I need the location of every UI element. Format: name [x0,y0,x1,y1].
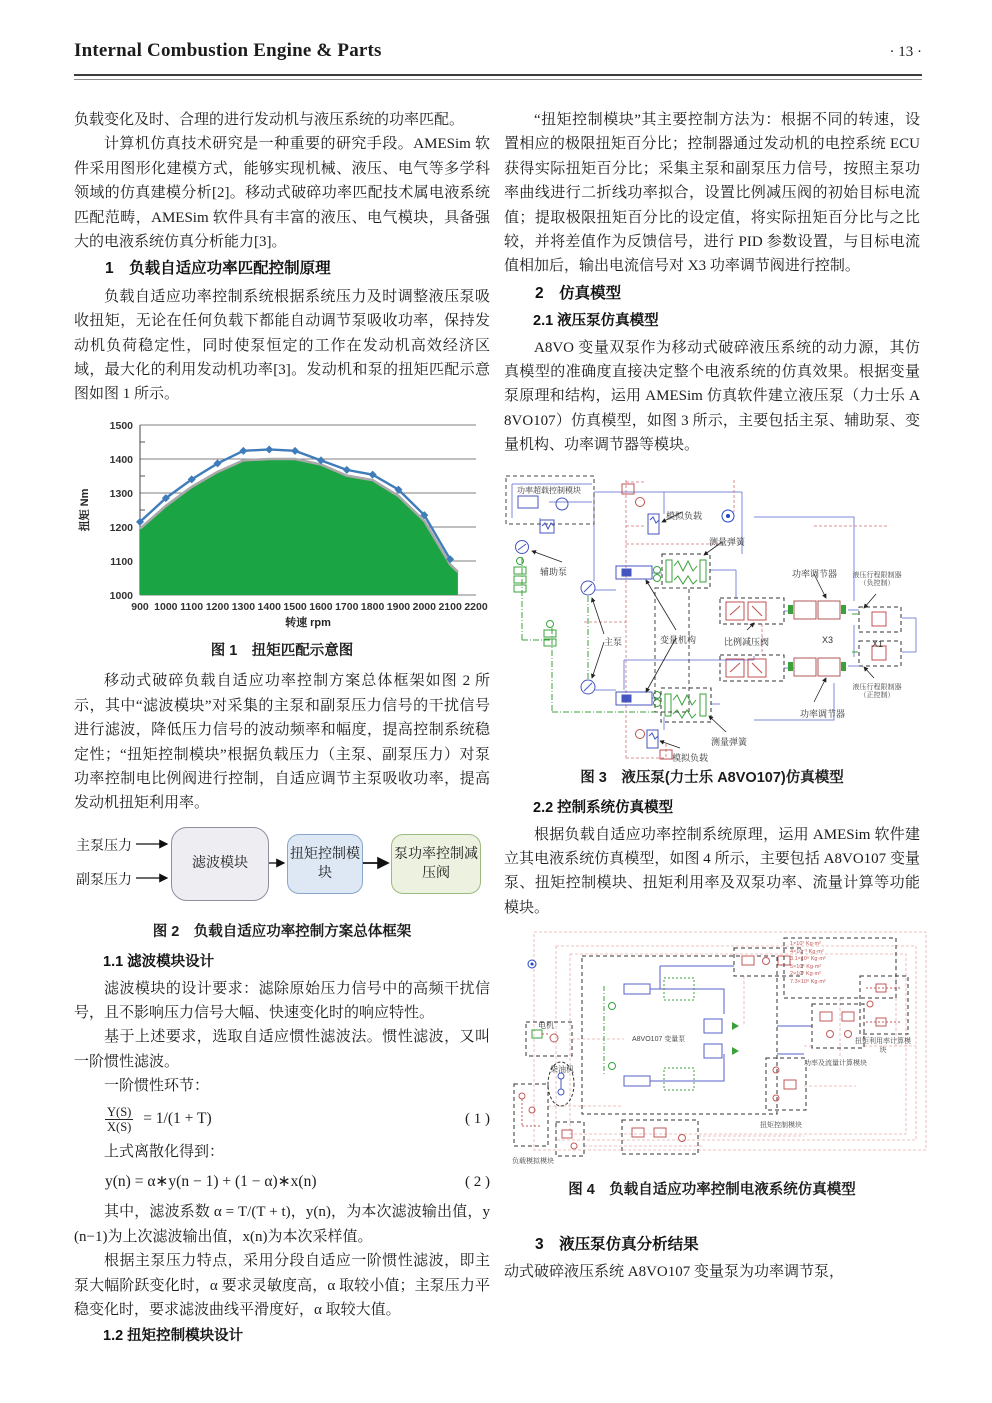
fig4-label-torque-module: 扭矩控制模块 [760,1122,802,1130]
fig4-label-torque-utilization-calc: 扭矩利用率计算模块 [855,1038,911,1054]
figure2-flow-diagram [74,824,490,916]
paragraph: 其中，滤波系数 α = T/(T + t)，y(n)，为本次滤波输出值，y(n−1)为上次滤波输出值，x(n)为本次采样值。 [74,1204,490,1245]
svg-text:扭矩 Nm: 扭矩 Nm [79,488,91,532]
svg-text:1000: 1000 [109,589,133,602]
paragraph: 负载变化及时、合理的进行发动机与液压系统的功率匹配。 [74,112,465,128]
subsection-heading-2-1: 2.1 液压泵仿真模型 [533,313,659,330]
journal-title: Internal Combustion Engine & Parts [74,40,382,61]
svg-text:1600: 1600 [309,600,333,613]
fig3-label-power-overload-module: 功率超载控制模块 [517,485,581,495]
paragraph: 根据负载自适应功率控制系统原理，运用 AMESim 软件建立其电液系统仿真模型，如图 4 所示，主要包括 A8VO107 变量泵、扭矩控制模块、扭矩利用率及双泵功率、流量计算等功能模块。 [504,826,920,916]
svg-text:1900: 1900 [386,600,411,613]
subsection-heading-2-2: 2.2 控制系统仿真模型 [533,800,674,817]
fig4-label-motor: 电机 [538,1021,554,1031]
equation-1 [74,1105,490,1134]
fig2-filter-module-box: 滤波模块 [171,827,269,901]
page-number: · 13 · [889,44,922,60]
torque-chart-svg [74,413,490,635]
fig3-label-measuring-spring-top: 测量弹簧 [709,536,746,547]
fig3-label-stroke-limiter-negative: 液压行程限制器（负控制） [852,571,902,588]
svg-text:2200: 2200 [464,600,488,613]
equation-2 [74,1170,490,1194]
fig2-input-aux-pump-pressure: 副泵压力 [76,872,132,888]
fig4-param-line: 3.1×10⁶ Kg·m² [790,956,826,963]
fig4-param-line: 4×10⁻³ Kg·m² [790,948,824,955]
svg-text:2100: 2100 [438,600,462,613]
svg-text:1300: 1300 [231,600,256,613]
figure1-torque-chart [74,413,490,635]
fig4-label-power-flow-calc: 功率及流量计算模块 [804,1060,867,1068]
svg-text:1800: 1800 [360,600,385,613]
fig4-param-line: 1×10⁷ Kg·m² [790,941,821,948]
fig3-schematic-art [504,462,934,762]
svg-text:1200: 1200 [205,600,230,613]
subsection-heading-1-1: 1.1 滤波模块设计 [103,954,215,971]
fig3-label-variable-mechanism: 变量机构 [660,634,697,645]
figure2-caption: 图 2 负载自适应功率控制方案总体框架 [152,923,412,940]
paragraph: 滤波模块的设计要求：滤除原始压力信号中的高频干扰信号，且不影响压力信号大幅、快速变化时的响应特性。 [74,980,490,1021]
section-heading-1: 1 负载自适应功率匹配控制原理 [105,260,331,278]
equation1-rhs: = 1/(1 + T) [143,1109,212,1127]
paragraph: 基于上述要求，选取自适应惯性滤波法。惯性滤波，又叫一阶惯性滤波。 [74,1029,490,1070]
paragraph: 计算机仿真技术研究是一种重要的研究手段。AMESim 软件采用图形化建模方式，能够实现机械、液压、电气等多学科领域的仿真建模分析[2]。移动式破碎功率匹配技术属电液系统匹配范畴，AMESim 软件具有丰富的液压、电气模块，具备强大的电液系统仿真分析能力[3]。 [74,136,490,251]
fig2-pump-power-valve-box: 泵功率控制减压阀 [391,834,481,894]
fig4-param-line: 2×10⁷ Kg·m² [790,971,821,978]
page-header [74,40,922,62]
svg-text:1000: 1000 [154,600,178,613]
figure3-caption: 图 3 液压泵(力士乐 A8VO107)仿真模型 [580,769,844,786]
fig2-torque-control-box: 扭矩控制模块 [287,834,363,894]
fig3-label-main-pump: 主泵 [604,636,623,647]
header-rule [74,74,922,80]
right-column [504,108,920,1284]
figure1-caption: 图 1 扭矩匹配示意图 [210,642,354,659]
fig3-label-x1: X1 [872,638,884,649]
svg-text:2000: 2000 [412,600,436,613]
equation1-fraction [105,1105,133,1134]
paragraph: “扭矩控制模块”其主要控制方法为：根据不同的转速，设置相应的极限扭矩百分比；控制器通过发动机的电控系统 ECU 获得实际扭矩百分比；采集主泵和副泵压力信号，按照主泵功率曲线进行二折线功率拟合，设置比例减压阀的初始目标电流值；提取极限扭矩百分比的设定值，将实际扭矩百分比与之比较，并将差值作为反馈信号，进行 PID 参数设置，与目标电流值相加后，输出电流信号对 X3 功率调节阀进行控制。 [504,112,920,275]
section-heading-3: 3 液压泵仿真分析结果 [535,1235,699,1253]
paragraph: A8VO 变量双泵作为移动式破碎液压系统的动力源，其仿真模型的准确度直接决定整个电液系统的仿真效果。根据变量泵原理和结构，运用 AMESim 仿真软件建立液压泵（力士乐 A8VO107）仿真模型，如图 3 所示，主要包括主泵、辅助泵、变量机构、功率调节器等模块。 [504,339,920,454]
svg-text:1200: 1200 [109,521,133,534]
paragraph: 上式离散化得到： [104,1143,225,1160]
section-heading-2: 2 仿真模型 [535,284,622,302]
svg-text:1100: 1100 [180,600,204,613]
svg-text:1700: 1700 [335,600,359,613]
equation1-denominator: X(S) [107,1119,132,1134]
svg-text:1400: 1400 [109,453,133,466]
fig3-label-aux-pump: 辅助泵 [540,566,568,577]
fig3-label-sim-load-bottom: 模拟负载 [672,752,709,763]
svg-text:转速 rpm: 转速 rpm [285,616,331,629]
figure3-pump-model-schematic [504,462,934,762]
paragraph: 根据主泵压力特点，采用分段自适应一阶惯性滤波，即主泵大幅阶跃变化时，α 要求灵敏度高，α 取较小值；主泵压力平稳变化时，要求滤波曲线平滑度好，α 取较大值。 [74,1253,490,1318]
fig3-label-measuring-spring-bottom: 测量弹簧 [711,736,748,747]
svg-text:1400: 1400 [257,600,281,613]
fig2-input-main-pump-pressure: 主泵压力 [76,838,132,854]
figure4-caption: 图 4 负载自适应功率控制电液系统仿真模型 [568,1182,856,1199]
svg-text:1300: 1300 [109,487,133,500]
figure4-system-model-schematic [504,926,934,1164]
svg-text:900: 900 [131,600,149,613]
paragraph: 一阶惯性环节： [104,1078,210,1095]
fig4-label-pump-model: A8VO107 变量泵 [632,1036,686,1044]
svg-text:1100: 1100 [110,555,133,568]
paragraph: 负载自适应功率控制系统根据系统压力及时调整液压泵吸收扭矩，无论在任何负载下都能自动调节泵吸收功率，保持发动机负荷稳定性，同时使泵恒定的工作在发动机高效经济区域，最大化的利用发动机功率[3]。发动机和泵的扭矩匹配示意图如图 1 所示。 [74,288,490,403]
svg-text:1500: 1500 [283,600,307,613]
equation1-number: ( 1 ) [465,1110,490,1127]
paragraph: 移动式破碎负载自适应功率控制方案总体框架如图 2 所示，其中“滤波模块”对采集的主泵和副泵压力信号的干扰信号进行滤波，降低压力信号的波动频率和幅度，提高控制系统稳定性；“扭矩控制模块”根据负载压力（主泵、副泵压力）对泵功率控制电比例阀进行控制，自适应调节主泵吸收功率，提高发动机扭矩利用率。 [74,673,490,812]
svg-text:1500: 1500 [109,419,133,432]
equation1-numerator: Y(S) [107,1104,132,1119]
fig4-label-load-sim-module: 负载模拟模块 [512,1158,554,1166]
equation2-body: y(n) = α∗y(n − 1) + (1 − α)∗x(n) [105,1172,317,1190]
left-column [74,108,490,1351]
fig4-param-line: 7.3×10⁶ Kg·m² [790,978,826,985]
fig4-param-line: 5×10⁴ Kg·m² [790,963,822,970]
fig3-label-power-regulator-bottom: 功率调节器 [800,708,846,719]
fig3-label-sim-load-top: 模拟负载 [666,510,703,521]
fig3-label-x3: X3 [822,634,834,645]
equation2-number: ( 2 ) [465,1173,490,1190]
fig3-label-proportional-valve: 比例减压阀 [724,636,770,647]
subsection-heading-1-2: 1.2 扭矩控制模块设计 [103,1328,244,1345]
paragraph: 动式破碎液压系统 A8VO107 变量泵为功率调节泵， [504,1263,844,1280]
fig3-label-power-regulator-top: 功率调节器 [792,568,838,579]
fig3-label-stroke-limiter-positive: 液压行程限制器（正控制） [852,683,902,700]
fig4-parameter-list [790,941,826,986]
fig4-label-engine: 柴油机 [550,1065,574,1075]
